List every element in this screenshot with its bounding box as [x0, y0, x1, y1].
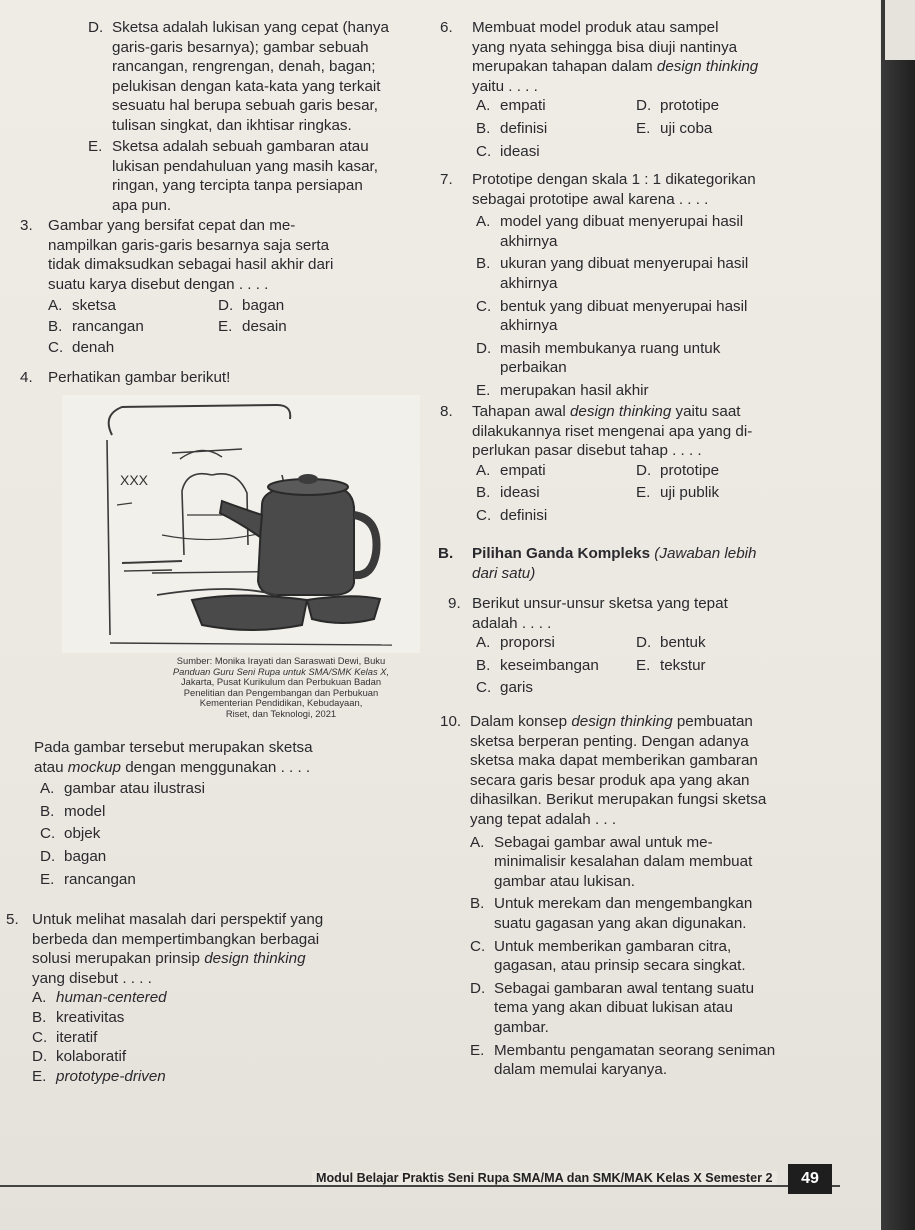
- q4-option-c[interactable]: C. objek: [40, 825, 101, 843]
- q6-option-a[interactable]: A. empati: [476, 97, 546, 115]
- q6-option-e[interactable]: E. uji coba: [636, 119, 713, 137]
- q9-option-b[interactable]: B. keseimbangan: [476, 656, 599, 674]
- q5-option-e[interactable]: E. prototype-driven: [32, 1067, 166, 1085]
- q9-option-d[interactable]: D. bentuk: [636, 634, 706, 652]
- q4-option-b[interactable]: B. model: [40, 802, 106, 820]
- q9-option-c[interactable]: C. garis: [476, 679, 533, 697]
- question-4: 4. Perhatikan gambar berikut!: [20, 369, 231, 386]
- q10-option-b[interactable]: B. Untuk merekam dan mengembangkan suatu gagasan yang akan digunakan.: [470, 895, 753, 932]
- q4-question-text: Pada gambar tersebut merupakan sketsa atau mockup dengan menggunakan . . . . A. gambar atau ilustrasi B. model C. objek D. bagan E. rancangan: [34, 738, 414, 889]
- q7-option-e[interactable]: E. merupakan hasil akhir: [476, 381, 649, 399]
- q8-option-d[interactable]: D. prototipe: [636, 461, 720, 479]
- question-7: 7. Prototipe dengan skala 1 : 1 dikategorikan sebagai prototipe awal karena . . . . A. model yang dibuat menyerupai hasil akhirnya B. ukuran yang dibuat menyerupai hasil akhirnya C. bentuk yang dibuat menyerupai hasil akhirnya D. masih membukanya ruang untuk perbaikan E. merupakan hasil akhir: [440, 170, 860, 401]
- q8-option-c[interactable]: C. definisi: [476, 506, 548, 524]
- q4-option-a[interactable]: A. gambar atau ilustrasi: [40, 780, 205, 798]
- question-6: 6. Membuat model produk atau sampel yang nyata sehingga bisa diuji nantinya merupakan tahapan dalam design thinking yaitu . . . . A. empati D. prototipe B. definisi E. uji coba C. ideasi: [440, 18, 860, 161]
- q3-option-a[interactable]: A. sketsa: [48, 297, 116, 315]
- q6-option-d[interactable]: D. prototipe: [636, 97, 720, 115]
- footer-title: Modul Belajar Praktis Seni Rupa SMA/MA dan SMK/MAK Kelas X Semester 2: [312, 1171, 777, 1185]
- page-footer: [0, 1165, 880, 1195]
- q10-option-a[interactable]: A. Sebagai gambar awal untuk me- minimalisir kesalahan dalam membuat gambar atau lukisan.: [470, 833, 753, 890]
- q4-stem: Perhatikan gambar berikut!: [48, 369, 231, 386]
- q5-option-a[interactable]: A. human-centered: [32, 989, 167, 1007]
- teapot-sketch-illustration: [62, 395, 420, 653]
- page-edge-shadow: [881, 0, 915, 1230]
- q3-option-c[interactable]: C. denah: [48, 338, 115, 356]
- q10-option-c[interactable]: C. Untuk memberikan gambaran citra, gagasan, atau prinsip secara singkat.: [470, 937, 746, 975]
- question-10: 10. Dalam konsep design thinking pembuatan sketsa berperan penting. Dengan adanya sketsa maka dapat memberikan gambaran secara garis besar produk apa yang akan dihasilkan. Berikut merupakan fungsi sketsa yang tepat adalah . . . A. Sebagai gambar awal untuk me- minimalisir kesalahan dalam membuat gambar atau lukisan. B. Untuk merekam dan mengembangkan suatu gagasan yang akan digunakan. C. Untuk memberikan gambaran citra, gagasan, atau prinsip secara singkat. D. Sebagai gambaran awal tentang suatu tema yang akan dibuat lukisan atau gambar. E. Membantu pengamatan seorang seniman dalam memulai karyanya.: [440, 712, 860, 1080]
- sketch-figure: [62, 395, 420, 653]
- q9-option-e[interactable]: E. tekstur: [636, 656, 706, 674]
- q5-option-d[interactable]: D. kolaboratif: [32, 1048, 127, 1066]
- q5-option-b[interactable]: B. kreativitas: [32, 1008, 125, 1026]
- q6-option-c[interactable]: C. ideasi: [476, 142, 540, 160]
- section-b-heading: B. Pilihan Ganda Kompleks (Jawaban lebih dari satu): [438, 545, 757, 582]
- q4-option-e[interactable]: E. rancangan: [40, 870, 136, 888]
- footer-rule: [0, 1185, 840, 1187]
- q5-option-c[interactable]: C. iteratif: [32, 1028, 98, 1046]
- q7-option-c[interactable]: C. bentuk yang dibuat menyerupai hasil akhirnya: [476, 297, 748, 335]
- q3-option-e[interactable]: E. desain: [218, 317, 287, 335]
- q7-option-a[interactable]: A. model yang dibuat menyerupai hasil akhirnya: [476, 213, 744, 250]
- q2-option-d: D. Sketsa adalah lukisan yang cepat (hanya garis-garis besarnya); gambar sebuah rancangan, rengrengan, denah, bagan; pelukisan dengan kata-kata yang terkait sesuatu hal berupa sebuah garis besar, tulisan singkat, dan ikhtisar ringkas.: [88, 19, 389, 134]
- q8-option-a[interactable]: A. empati: [476, 461, 546, 479]
- page-edge-top: [885, 0, 915, 60]
- question-9: 9. Berikut unsur-unsur sketsa yang tepat adalah . . . . A. proporsi D. bentuk B. keseimbangan E. tekstur C. garis: [448, 594, 860, 698]
- q9-option-a[interactable]: A. proporsi: [476, 634, 555, 652]
- question-3: 3. Gambar yang bersifat cepat dan me- nampilkan garis-garis besarnya saja serta tidak dimaksudkan sebagai hasil akhir dari suatu karya disebut dengan . . . . A. sketsa D. bagan B. rancangan E. desain C. denah: [20, 216, 418, 357]
- q6-option-b[interactable]: B. definisi: [476, 119, 548, 137]
- q10-option-d[interactable]: D. Sebagai gambaran awal tentang suatu tema yang akan dibuat lukisan atau gambar.: [470, 979, 755, 1036]
- q4-option-d[interactable]: D. bagan: [40, 847, 107, 865]
- question-5: 5. Untuk melihat masalah dari perspektif yang berbeda dan mempertimbangkan berbagai solusi merupakan prinsip design thinking yang disebut . . . . A. human-centered B. kreativitas C. iteratif D. kolaboratif E. prototype-driven: [6, 910, 416, 1086]
- q10-option-e[interactable]: E. Membantu pengamatan seorang seniman dalam memulai karyanya.: [470, 1041, 776, 1079]
- q3-option-b[interactable]: B. rancangan: [48, 317, 144, 335]
- svg-text:XXX: XXX: [120, 472, 149, 488]
- q7-option-b[interactable]: B. ukuran yang dibuat menyerupai hasil akhirnya: [476, 255, 749, 292]
- q8-option-b[interactable]: B. ideasi: [476, 484, 540, 502]
- q7-option-d[interactable]: D. masih membukanya ruang untuk perbaikan: [476, 339, 721, 377]
- q2-option-e: E. Sketsa adalah sebuah gambaran atau lukisan pendahuluan yang masih kasar, ringan, yang tercipta tanpa persiapan apa pun.: [88, 138, 378, 214]
- q3-option-d[interactable]: D. bagan: [218, 297, 285, 315]
- q8-option-e[interactable]: E. uji publik: [636, 484, 720, 502]
- question-8: 8. Tahapan awal design thinking yaitu saat dilakukannya riset mengenai apa yang di- perlukan pasar disebut tahap . . . . A. empati D. prototipe B. ideasi E. uji publik C. definisi: [440, 402, 860, 526]
- page-number: 49: [788, 1164, 832, 1194]
- figure-caption: Sumber: Monika Irayati dan Saraswati Dewi, Buku Panduan Guru Seni Rupa untuk SMA/SMK Kelas X, Jakarta, Pusat Kurikulum dan Perbukuan Badan Penelitian dan Pengembangan dan Perbukuan Kementerian Pendidikan, Kebudayaan, Riset, dan Teknologi, 2021: [172, 655, 390, 719]
